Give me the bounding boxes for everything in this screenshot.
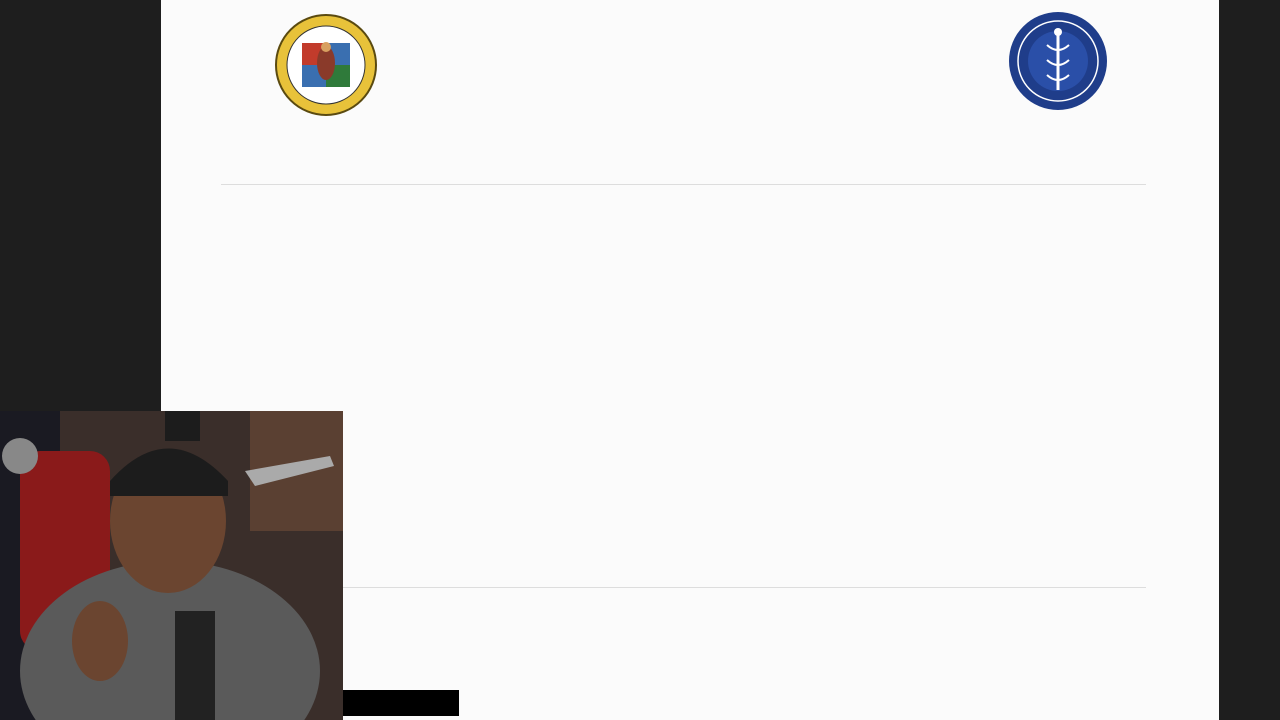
divider xyxy=(221,587,1146,588)
redaction-bar xyxy=(343,690,459,716)
medical-examiner-seal-icon xyxy=(1007,10,1109,112)
streamer-video xyxy=(0,411,343,720)
webcam-overlay xyxy=(0,411,343,720)
county-seal-icon xyxy=(274,13,378,117)
divider xyxy=(221,184,1146,185)
